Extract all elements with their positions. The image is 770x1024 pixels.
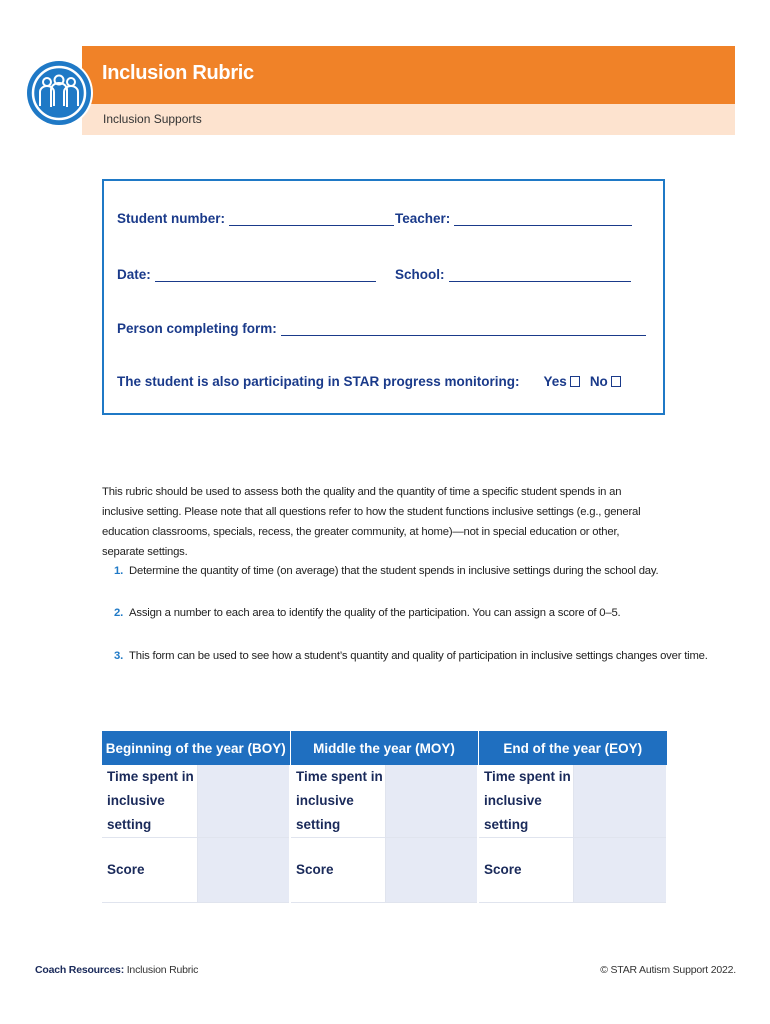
school-field[interactable] (395, 267, 631, 282)
teacher-field[interactable] (395, 211, 632, 226)
instruction-number: 3. (114, 650, 124, 662)
instruction-item-2 (114, 607, 620, 619)
score-input-moy[interactable] (385, 838, 478, 903)
time-label-moy: Time spent in inclusive setting (290, 765, 385, 838)
instruction-item-3 (114, 650, 708, 662)
no-label: No (589, 374, 608, 389)
time-input-moy[interactable] (385, 765, 478, 838)
instructions-paragraph: This rubric should be used to assess both the quality and the quantity of time a specific student spends in an inclusive setting. Please note that all questions refer to how the student functions inclusive settings (e.g., general education classrooms, specials, recess, the greater community, at home)—not in special education or other, separate settings. (102, 486, 641, 558)
yes-option[interactable] (544, 374, 580, 389)
teacher-input[interactable] (454, 211, 632, 226)
time-label-eoy: Time spent in inclusive setting (478, 765, 573, 838)
footer-left (35, 964, 198, 976)
instruction-text: Assign a number to each area to identify the quality of the participation. You can assign a score of 0–5. (129, 607, 621, 619)
person-completing-input[interactable] (281, 321, 646, 336)
footer-doc-name: Inclusion Rubric (124, 964, 199, 976)
instruction-item-1 (114, 565, 658, 577)
instruction-number: 1. (114, 565, 124, 577)
date-label: Date: (117, 267, 151, 282)
progress-table (102, 731, 668, 903)
moy-header: Middle the year (MOY) (290, 731, 478, 765)
instruction-number: 2. (114, 607, 124, 619)
person-completing-field[interactable] (117, 321, 646, 336)
score-label-boy: Score (102, 838, 197, 903)
student-number-label: Student number: (117, 211, 225, 226)
score-input-boy[interactable] (197, 838, 290, 903)
score-label-moy: Score (290, 838, 385, 903)
school-input[interactable] (449, 267, 631, 282)
star-monitoring-question (117, 374, 621, 389)
footer-section-label: Coach Resources: (35, 964, 124, 976)
time-input-boy[interactable] (197, 765, 290, 838)
teacher-label: Teacher: (395, 211, 451, 226)
date-field[interactable] (117, 267, 376, 282)
person-completing-label: Person completing form: (117, 321, 277, 336)
page-subtitle: Inclusion Supports (103, 112, 202, 126)
score-label-eoy: Score (478, 838, 573, 903)
instruction-text: Determine the quantity of time (on average) that the student spends in inclusive settings during the school day. (129, 565, 659, 577)
yes-label: Yes (543, 374, 567, 389)
boy-header: Beginning of the year (BOY) (102, 731, 290, 765)
footer-copyright: © STAR Autism Support 2022. (600, 964, 736, 976)
three-people-icon (24, 40, 94, 146)
eoy-header: End of the year (EOY) (478, 731, 667, 765)
no-option[interactable] (590, 374, 621, 389)
instruction-text: This form can be used to see how a student’s quantity and quality of participation in inclusive settings changes over time. (129, 650, 708, 662)
table-row (102, 838, 667, 903)
student-number-field[interactable] (117, 211, 394, 226)
time-input-eoy[interactable] (573, 765, 667, 838)
date-input[interactable] (155, 267, 376, 282)
page-title: Inclusion Rubric (102, 62, 254, 84)
score-input-eoy[interactable] (573, 838, 667, 903)
student-number-input[interactable] (229, 211, 394, 226)
yes-checkbox[interactable] (570, 376, 580, 387)
school-label: School: (395, 267, 445, 282)
star-question-label: The student is also participating in STAR progress monitoring: (117, 374, 520, 389)
no-checkbox[interactable] (611, 376, 621, 387)
time-label-boy: Time spent in inclusive setting (102, 765, 197, 838)
table-row (102, 765, 667, 838)
